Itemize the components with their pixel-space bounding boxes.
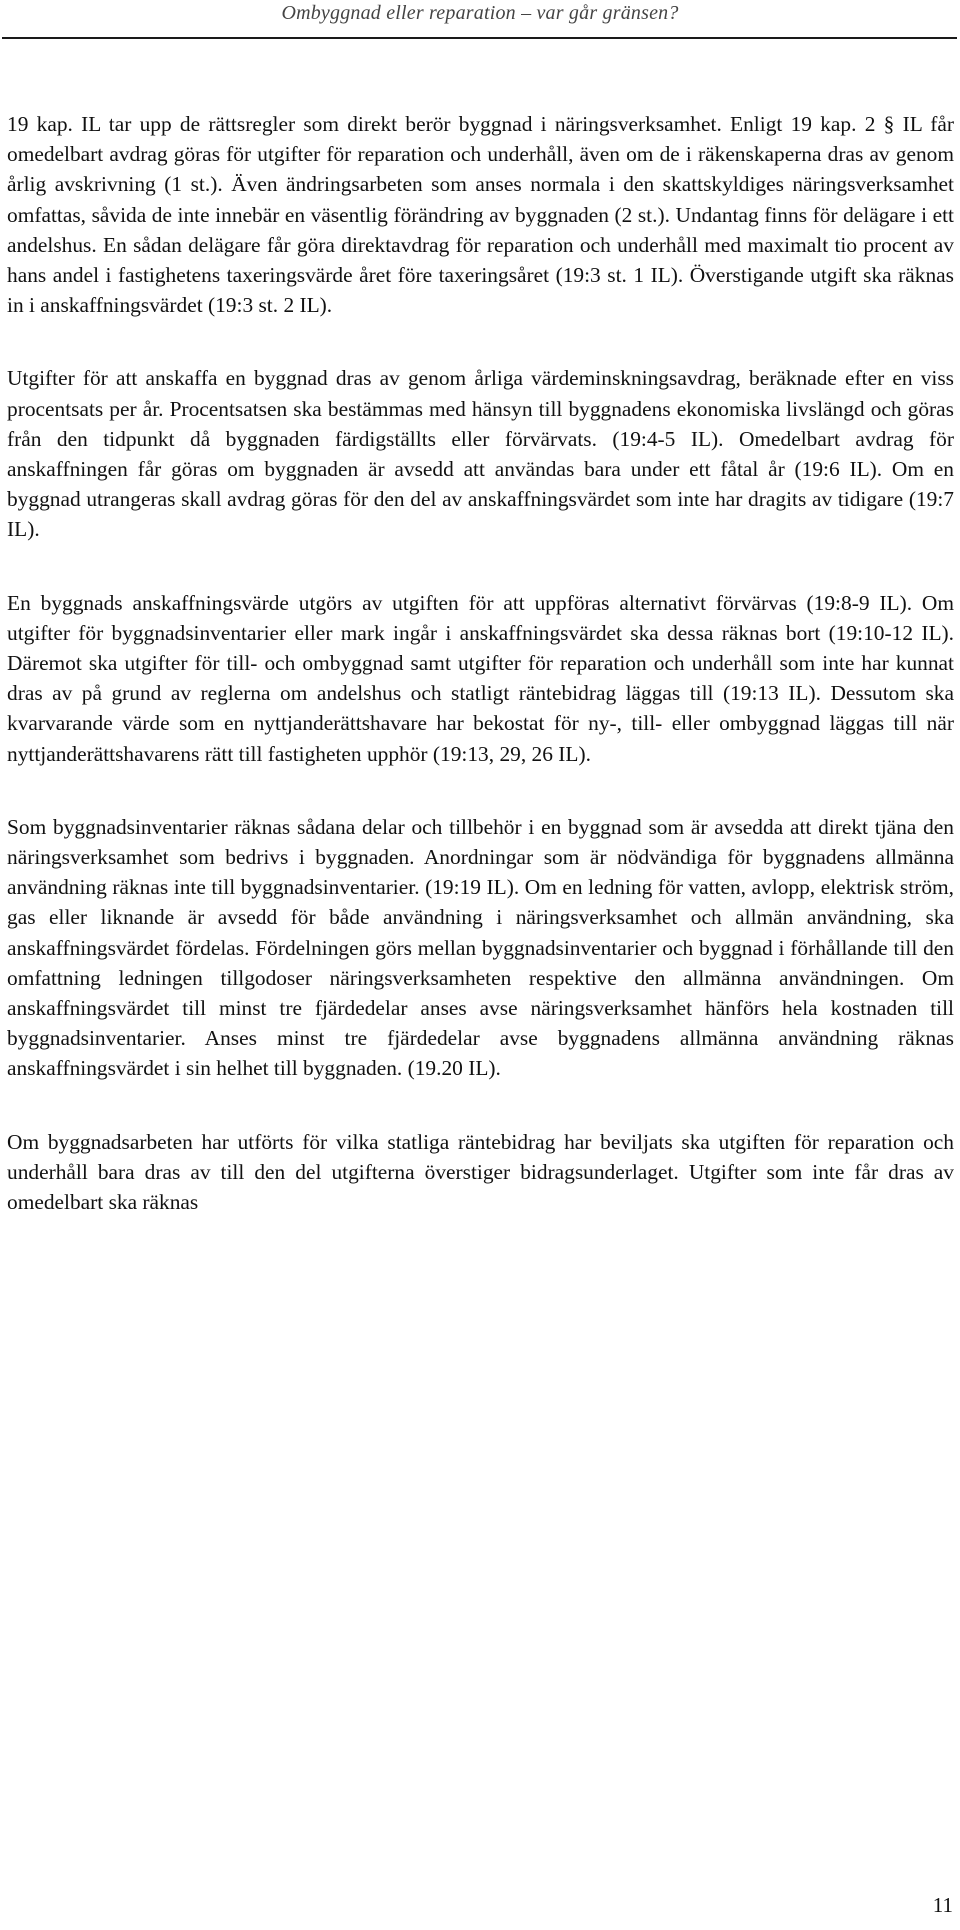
paragraph-4: Som byggnadsinventarier räknas sådana delar och tillbehör i en byggnad som är avsedda att direkt tjäna den näringsverksamhet som bedrivs i byggnaden. Anordningar som är nödvändiga för byggnadens allmänna användning räknas inte till byggnadsinventarier. (19:19 IL). Om en ledning för vatten, avlopp, elektrisk ström, gas eller liknande är avsedd för både användning i näringsverksamhet och allmän användning, ska anskaffningsvärdet fördelas. Fördelningen görs mellan byggnadsinventarier och byggnad i förhållande till den omfattning ledningen tillgodoser näringsverksamheten respektive den allmänna användningen. Om anskaffningsvärdet till minst tre fjärdedelar anses avse näringsverksamhet hänförs hela kostnaden till byggnadsinventarier. Anses minst tre fjärdedelar avse byggnadens allmänna användning räknas anskaffningsvärdet i sin helhet till byggnaden. (19.20 IL). [7, 814, 954, 1081]
running-header: Ombyggnad eller reparation – var går gränsen? [281, 2, 679, 24]
paragraph-5: Om byggnadsarbeten har utförts för vilka statliga räntebidrag har beviljats ska utgiften för reparation och underhåll bara dras av till den del utgifterna överstiger bidragsunderlaget. Utgifter som inte får dras av omedelbart ska räknas [7, 1129, 954, 1215]
paragraph-2: Utgifter för att anskaffa en byggnad dras av genom årliga värdeminskningsavdrag, beräknade efter en viss procentsats per år. Procentsatsen ska bestämmas med hänsyn till byggnadens ekonomiska livslängd och göras från den tidpunkt då byggnaden färdigställts eller förvärvats. (19:4-5 IL). Omedelbart avdrag för anskaffningen får göras om byggnaden är avsedd att användas bara under ett fåtal år (19:6 IL). Om en byggnad utrangeras skall avdrag göras för den del av anskaffningsvärdet som inte har dragits av tidigare (19:7 IL). [7, 366, 954, 542]
page-number: 11 [932, 1893, 953, 1917]
body-text [7, 109, 954, 1217]
header-divider [2, 37, 957, 39]
paragraph-3: En byggnads anskaffningsvärde utgörs av utgiften för att uppföras alternativt förvärvas (19:8-9 IL). Om utgifter för byggnadsinventarier eller mark ingår i anskaffningsvärdet ska dessa räknas bort (19:10-12 IL). Däremot ska utgifter för till- och ombyggnad samt utgifter för reparation och underhåll som inte har kunnat dras av på grund av reglerna om andelshus och statligt räntebidrag läggas till (19:13 IL). Dessutom ska kvarvarande värde som en nyttjanderättshavare har bekostat för ny-, till- eller ombyggnad läggas till när nyttjanderättshavarens rätt till fastigheten upphör (19:13, 29, 26 IL). [7, 590, 954, 766]
paragraph-1: 19 kap. IL tar upp de rättsregler som direkt berör byggnad i näringsverksamhet. Enligt 19 kap. 2 § IL får omedelbart avdrag göras för utgifter för reparation och underhåll, även om de i räkenskaperna dras av genom årlig avskrivning (1 st.). Även ändringsarbeten som anses normala i den skattskyldiges näringsverksamhet omfattas, såvida de inte innebär en väsentlig förändring av byggnaden (2 st.). Undantag finns för delägare i ett andelshus. En sådan delägare får göra direktavdrag för reparation och underhåll med maximalt tio procent av hans andel i fastighetens taxeringsvärde året före taxeringsåret (19:3 st. 1 IL). Överstigande utgift ska räknas in i anskaffningsvärdet (19:3 st. 2 IL). [7, 112, 954, 318]
